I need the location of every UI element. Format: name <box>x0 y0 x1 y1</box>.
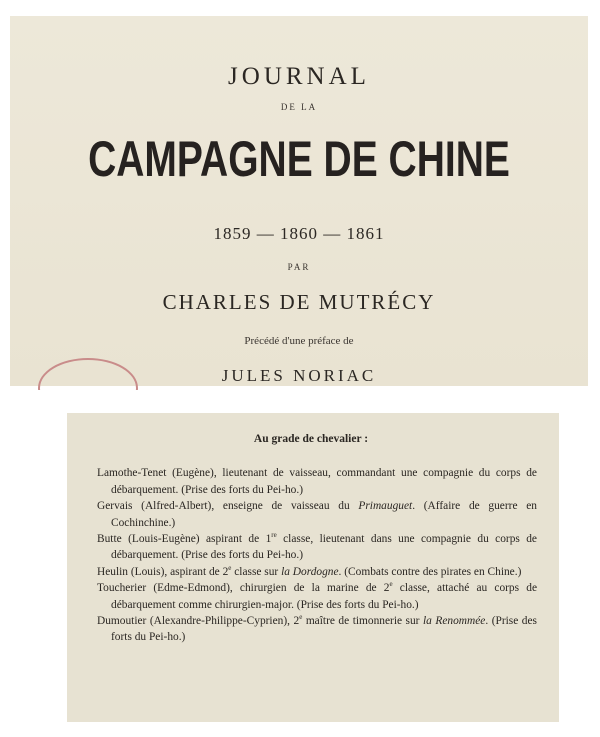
honours-entry: Butte (Louis-Eugène) aspirant de 1re classe, lieutenant dans une compagnie du corps de débarquement. (Prise des forts du Pei-ho.) <box>97 531 537 562</box>
honours-entry: Toucherier (Edme-Edmond), chirurgien de la marine de 2e classe, attaché au corps de débarquement comme chirurgien-major. (Prise des forts du Pei-ho.) <box>97 580 537 611</box>
honours-entry: Lamothe-Tenet (Eugène), lieutenant de vaisseau, commandant une compagnie du corps de débarquement. (Prise des forts du Pei-ho.) <box>97 467 537 496</box>
title-de-la: DE LA <box>280 102 318 112</box>
title-main: CAMPAGNE DE CHINE <box>88 131 510 187</box>
title-years: 1859 — 1860 — 1861 <box>213 224 385 243</box>
title-preceded: Précédé d'une préface de <box>244 335 354 347</box>
title-author: CHARLES DE MUTRÉCY <box>162 290 436 314</box>
library-stamp <box>38 358 138 418</box>
honours-entry: Dumoutier (Alexandre-Philippe-Cyprien), 2e maître de timonnerie sur la Renommée. (Prise des forts du Pei-ho.) <box>97 613 537 644</box>
title-journal: JOURNAL <box>228 63 370 90</box>
honours-heading: Au grade de chevalier : <box>253 433 369 445</box>
honours-entry: Heulin (Louis), aspirant de 2e classe sur la Dordogne. (Combats contre des pirates en Chine.) <box>97 564 522 578</box>
title-page <box>10 16 588 386</box>
title-par: PAR <box>287 262 311 272</box>
honours-page <box>67 413 559 722</box>
honours-entry: Gervais (Alfred-Albert), enseigne de vaisseau du Primauguet. (Affaire de guerre en Cochinchine.) <box>97 500 537 529</box>
title-preface-author: JULES NORIAC <box>221 366 377 385</box>
